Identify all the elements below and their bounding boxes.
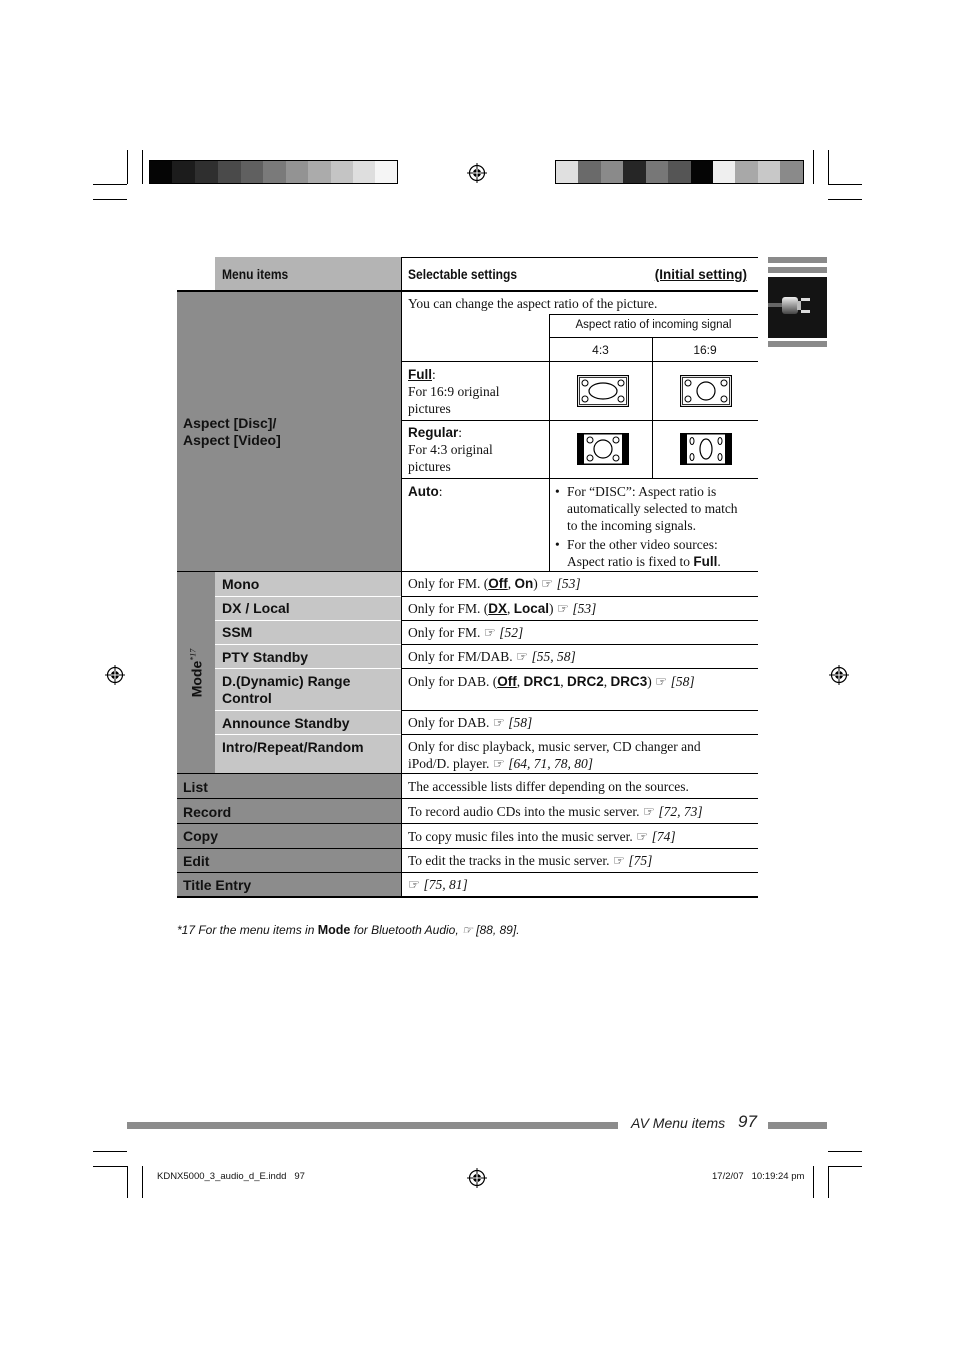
menu-item-intro-repeat-random[interactable]: Intro/Repeat/Random bbox=[222, 739, 364, 755]
reference-icon: ☞ bbox=[516, 649, 529, 664]
mode-side-label-cell: Mode$^{*17}$ bbox=[177, 572, 215, 773]
registration-target-icon bbox=[467, 1168, 487, 1188]
title-entry-setting: ☞ [75, 81] bbox=[408, 877, 468, 892]
auto-option-name: Auto bbox=[408, 484, 439, 499]
registration-target-icon bbox=[467, 163, 487, 183]
menu-item-mono[interactable]: Mono bbox=[222, 576, 260, 592]
menu-item-ssm[interactable]: SSM bbox=[222, 624, 253, 640]
dx-local-setting: Only for FM. (DX, Local) ☞ [53] bbox=[408, 601, 597, 616]
menu-item-announce-standby[interactable]: Announce Standby bbox=[222, 715, 350, 731]
reference-icon: ☞ bbox=[556, 601, 570, 616]
aspect-label-cell bbox=[177, 292, 401, 571]
reference-icon: ☞ bbox=[492, 715, 505, 730]
reference-icon: ☞ bbox=[612, 853, 625, 868]
reference-icon: ☞ bbox=[408, 877, 421, 892]
auto-description: • For “DISC”: Aspect ratio is automatically selected to match to the incoming signals. • For the other video sources: Aspect ratio is fixed to Full. bbox=[555, 484, 738, 569]
announce-standby-setting: Only for DAB. ☞ [58] bbox=[408, 715, 533, 730]
menu-item-dynamic-range-control[interactable]: D.(Dynamic) Range Control bbox=[222, 673, 351, 706]
header-menu-items: Menu items bbox=[215, 257, 401, 291]
ratio-16-9-label: 16:9 bbox=[693, 343, 717, 357]
full-desc-1: For 16:9 original bbox=[408, 384, 500, 399]
copy-setting: To copy music files into the music server. ☞ [74] bbox=[408, 829, 676, 844]
reference-icon: ☞ bbox=[483, 625, 496, 640]
reference-icon: ☞ bbox=[541, 576, 554, 591]
footer-rule-right bbox=[768, 1122, 827, 1129]
reference-icon: ☞ bbox=[636, 829, 649, 844]
footnote: *17 For the menu items in Mode for Bluetooth Audio, ☞ [88, 89]. bbox=[177, 923, 520, 937]
regular-4x3-picture-icon bbox=[577, 433, 629, 465]
dynamic-range-setting: Only for DAB. (Off, DRC1, DRC2, DRC3) ☞ [58] bbox=[408, 674, 695, 689]
aspect-intro: You can change the aspect ratio of the picture. bbox=[408, 296, 658, 311]
reference-icon: ☞ bbox=[655, 674, 668, 689]
footer-rule-left bbox=[127, 1122, 618, 1129]
edit-setting: To edit the tracks in the music server. ☞ [75] bbox=[408, 853, 653, 868]
ratio-4-3-label: 4:3 bbox=[592, 343, 609, 357]
full-4x3-picture-icon bbox=[577, 375, 629, 407]
full-desc-2: pictures bbox=[408, 401, 451, 416]
print-file-info: KDNX5000_3_audio_d_E.indd 97 bbox=[157, 1171, 305, 1182]
regular-setting: Regular: For 4:3 original pictures bbox=[408, 425, 493, 474]
regular-desc-2: pictures bbox=[408, 459, 451, 474]
menu-item-copy[interactable]: Copy bbox=[183, 828, 218, 844]
reference-icon: ☞ bbox=[642, 804, 655, 819]
full-option-name: Full bbox=[408, 367, 432, 382]
header-initial-setting: (Initial setting) bbox=[654, 267, 747, 282]
regular-desc-1: For 4:3 original bbox=[408, 442, 493, 457]
mono-setting: Only for FM. (Off, On) ☞ [53] bbox=[408, 576, 581, 591]
reference-icon: ☞ bbox=[462, 923, 473, 937]
menu-item-title-entry[interactable]: Title Entry bbox=[183, 877, 252, 893]
mode-side-label: Mode bbox=[188, 660, 204, 697]
header-selectable: Selectable settings (Initial setting) bbox=[408, 266, 747, 282]
auto-setting: Auto: bbox=[408, 484, 443, 499]
registration-target-icon bbox=[105, 665, 125, 685]
menu-item-edit[interactable]: Edit bbox=[183, 853, 210, 869]
registration-target-icon bbox=[829, 665, 849, 685]
print-date-info: 17/2/07 10:19:24 pm bbox=[712, 1171, 805, 1182]
aspect-label-line2: Aspect [Video] bbox=[183, 432, 281, 448]
menu-item-dx-local[interactable]: DX / Local bbox=[222, 600, 290, 616]
reference-icon: ☞ bbox=[492, 756, 505, 771]
record-setting: To record audio CDs into the music server. ☞ [72, 73] bbox=[408, 804, 703, 819]
menu-item-pty-standby[interactable]: PTY Standby bbox=[222, 649, 309, 665]
regular-16x9-picture-icon bbox=[680, 433, 732, 465]
pty-standby-setting: Only for FM/DAB. ☞ [55, 58] bbox=[408, 649, 576, 664]
full-setting: Full: For 16:9 original pictures bbox=[408, 367, 500, 416]
footer-section-title: AV Menu items bbox=[631, 1115, 726, 1131]
menu-item-record[interactable]: Record bbox=[183, 804, 232, 820]
ssm-setting: Only for FM. ☞ [52] bbox=[408, 625, 524, 640]
full-16x9-picture-icon bbox=[680, 375, 732, 407]
incoming-signal-label: Aspect ratio of incoming signal bbox=[575, 319, 732, 331]
menu-item-list[interactable]: List bbox=[183, 779, 208, 795]
plug-icon bbox=[768, 277, 827, 338]
regular-option-name: Regular bbox=[408, 425, 459, 440]
list-setting: The accessible lists differ depending on the sources. bbox=[408, 779, 689, 794]
page-number: 97 bbox=[738, 1112, 757, 1131]
aspect-label-line1: Aspect [Disc]/ bbox=[183, 415, 277, 431]
intro-repeat-random-setting: Only for disc playback, music server, CD changer and iPod/D. player. ☞ [64, 71, 78, 80] bbox=[408, 739, 701, 771]
